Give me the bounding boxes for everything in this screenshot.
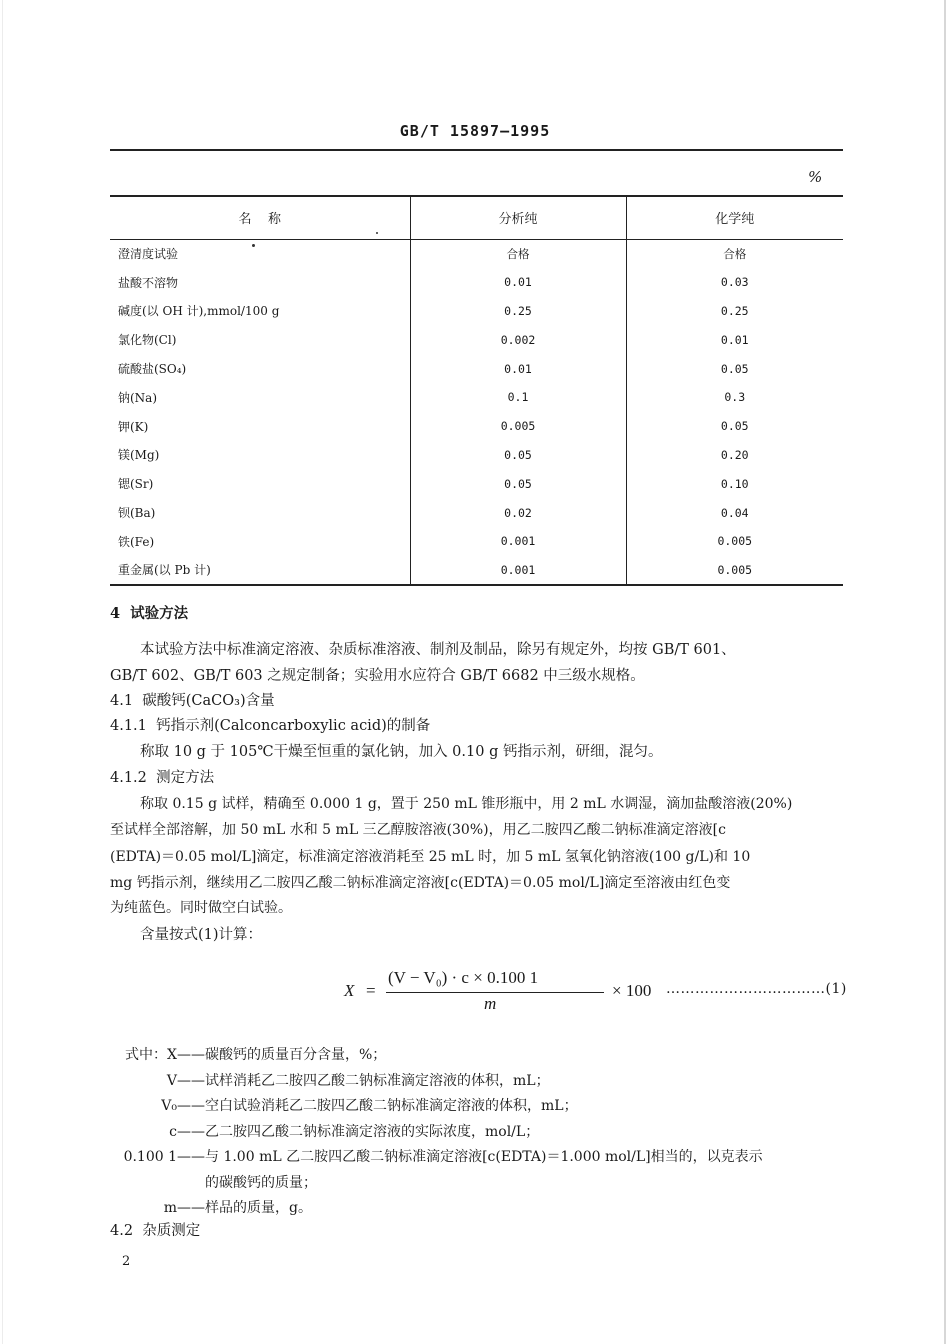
value-analytical: 0.05 xyxy=(410,441,626,470)
value-analytical: 0.01 xyxy=(410,268,626,297)
value-analytical: 0.001 xyxy=(410,556,626,585)
row-name: 硫酸盐(SO₄) xyxy=(118,362,187,377)
variable-description: 碳酸钙的质量百分含量，%； xyxy=(205,1047,387,1063)
variable-description: 试样消耗乙二胺四乙酸二钠标准滴定溶液的体积，mL； xyxy=(205,1072,550,1089)
variable-symbol: V—— xyxy=(166,1072,205,1089)
row-name: 澄清度试验 xyxy=(118,247,179,262)
variable-description: 乙二胺四乙酸二钠标准滴定溶液的实际浓度，mol/L； xyxy=(205,1123,540,1140)
section-4-1-heading: 4.1 碳酸钙(CaCO₃)含量 xyxy=(110,693,275,709)
header-rule xyxy=(110,149,843,151)
section-4-2-heading: 4.2 杂质测定 xyxy=(110,1223,201,1239)
column-header-chemical: 化学纯 xyxy=(626,196,843,239)
procedure-line: mg 钙指示剂，继续用乙二胺四乙酸二钠标准滴定溶液[c(EDTA)＝0.05 mol/L]滴定至溶液由红色变 xyxy=(110,875,731,891)
table-row xyxy=(110,383,843,412)
value-chemical: 0.04 xyxy=(626,498,843,527)
table-row xyxy=(110,469,843,498)
value-chemical: 0.25 xyxy=(626,297,843,326)
row-name: 氯化物(Cl) xyxy=(118,333,177,348)
formula-denominator: m xyxy=(484,994,497,1013)
variable-symbol: m—— xyxy=(163,1200,205,1216)
table-row xyxy=(110,556,843,585)
row-name: 锶(Sr) xyxy=(118,477,154,492)
column-header-analytical: 分析纯 xyxy=(410,196,626,239)
procedure-line: (EDTA)＝0.05 mol/L]滴定，标准滴定溶液消耗至 25 mL 时，加 5 mL 氢氧化钠溶液(100 g/L)和 10 xyxy=(110,849,751,865)
section-4-heading: 4 试验方法 xyxy=(110,605,189,622)
table-row xyxy=(110,325,843,354)
formula-lhs: X xyxy=(344,981,355,1000)
unit-label: % xyxy=(808,168,823,186)
formula-multiplier: × 100 xyxy=(612,981,652,1000)
row-name: 重金属(以 Pb 计) xyxy=(110,556,410,585)
value-analytical: 0.002 xyxy=(410,325,626,354)
value-analytical: 0.05 xyxy=(410,469,626,498)
scan-edge xyxy=(944,0,946,1344)
fraction-bar xyxy=(386,992,604,993)
table-row xyxy=(110,527,843,556)
table-row xyxy=(110,441,843,470)
section-4-1-1-paragraph: 称取 10 g 于 105℃干燥至恒重的氯化钠，加入 0.10 g 钙指示剂，研细，混匀。 xyxy=(140,744,663,760)
table-row xyxy=(110,354,843,383)
procedure-line: 至试样全部溶解，加 50 mL 水和 5 mL 三乙醇胺溶液(30%)，用乙二胺四乙酸二钠标准滴定溶液[c xyxy=(110,822,726,838)
scan-edge xyxy=(2,0,3,1344)
table-row xyxy=(110,412,843,441)
value-analytical: 0.001 xyxy=(410,527,626,556)
calculation-intro: 含量按式(1)计算： xyxy=(140,927,263,943)
value-analytical: 合格 xyxy=(410,239,626,268)
value-chemical: 0.05 xyxy=(626,354,843,383)
value-chemical: 0.3 xyxy=(626,383,843,412)
row-name: 镁(Mg) xyxy=(118,448,160,463)
value-chemical: 0.005 xyxy=(626,527,843,556)
variable-symbol: 0.100 1—— xyxy=(123,1149,205,1165)
variable-description: 样品的质量，g。 xyxy=(205,1200,312,1216)
variable-description: 与 1.00 mL 乙二胺四乙酸二钠标准滴定溶液[c(EDTA)＝1.000 mol/L]相当的，以克表示 xyxy=(205,1149,763,1165)
table-row xyxy=(110,297,843,326)
value-analytical: 0.005 xyxy=(410,412,626,441)
variable-symbol: c—— xyxy=(169,1123,205,1140)
value-chemical: 合格 xyxy=(626,239,843,268)
row-name: 钠(Na) xyxy=(118,390,158,405)
variable-description: 的碳酸钙的质量； xyxy=(205,1174,317,1191)
row-name: 钾(K) xyxy=(118,419,149,434)
value-chemical: 0.10 xyxy=(626,469,843,498)
table-row xyxy=(110,268,843,297)
value-analytical: 0.1 xyxy=(410,383,626,412)
procedure-line: 称取 0.15 g 试样，精确至 0.000 1 g，置于 250 mL 锥形瓶中，用 2 mL 水调湿，滴加盐酸溶液(20%) xyxy=(140,796,793,812)
table-row xyxy=(110,498,843,527)
value-chemical: 0.03 xyxy=(626,268,843,297)
row-name: 铁(Fe) xyxy=(118,534,155,549)
table-row xyxy=(110,239,843,268)
row-name: 盐酸不溶物 xyxy=(118,275,179,290)
formula-numerator: (V − V₀) · c × 0.100 1 xyxy=(388,968,539,987)
specification-table xyxy=(110,195,843,586)
section-4-paragraph: 本试验方法中标准滴定溶液、杂质标准溶液、制剂及制品，除另有规定外，均按 GB/T 601、 xyxy=(140,642,736,658)
variable-symbol: 式中：X—— xyxy=(125,1047,205,1063)
standard-header: GB/T 15897—1995 xyxy=(399,122,551,140)
equation-number: ……………………………(1) xyxy=(666,981,847,997)
column-header-name: 名 称 xyxy=(110,196,410,239)
value-chemical: 0.20 xyxy=(626,441,843,470)
value-analytical: 0.02 xyxy=(410,498,626,527)
value-analytical: 0.25 xyxy=(410,297,626,326)
section-4-paragraph: GB/T 602、GB/T 603 之规定制备；实验用水应符合 GB/T 6682 中三级水规格。 xyxy=(110,668,645,684)
section-4-1-1-heading: 4.1.1 钙指示剂(Calconcarboxylic acid)的制备 xyxy=(110,718,431,734)
procedure-line: 为纯蓝色。同时做空白试验。 xyxy=(110,900,292,916)
value-chemical: 0.01 xyxy=(626,325,843,354)
formula-equals: = xyxy=(366,981,376,1000)
row-name: 碱度(以 OH 计),mmol/100 g xyxy=(118,304,280,319)
table-header-row xyxy=(110,196,843,239)
page-number: 2 xyxy=(122,1254,131,1269)
value-chemical: 0.05 xyxy=(626,412,843,441)
value-analytical: 0.01 xyxy=(410,354,626,383)
value-chemical: 0.005 xyxy=(626,556,843,585)
section-4-1-2-heading: 4.1.2 测定方法 xyxy=(110,770,215,786)
variable-description: 空白试验消耗乙二胺四乙酸二钠标准滴定溶液的体积，mL； xyxy=(205,1098,578,1114)
row-name: 钡(Ba) xyxy=(118,506,156,521)
variable-symbol: V₀—— xyxy=(161,1098,205,1114)
